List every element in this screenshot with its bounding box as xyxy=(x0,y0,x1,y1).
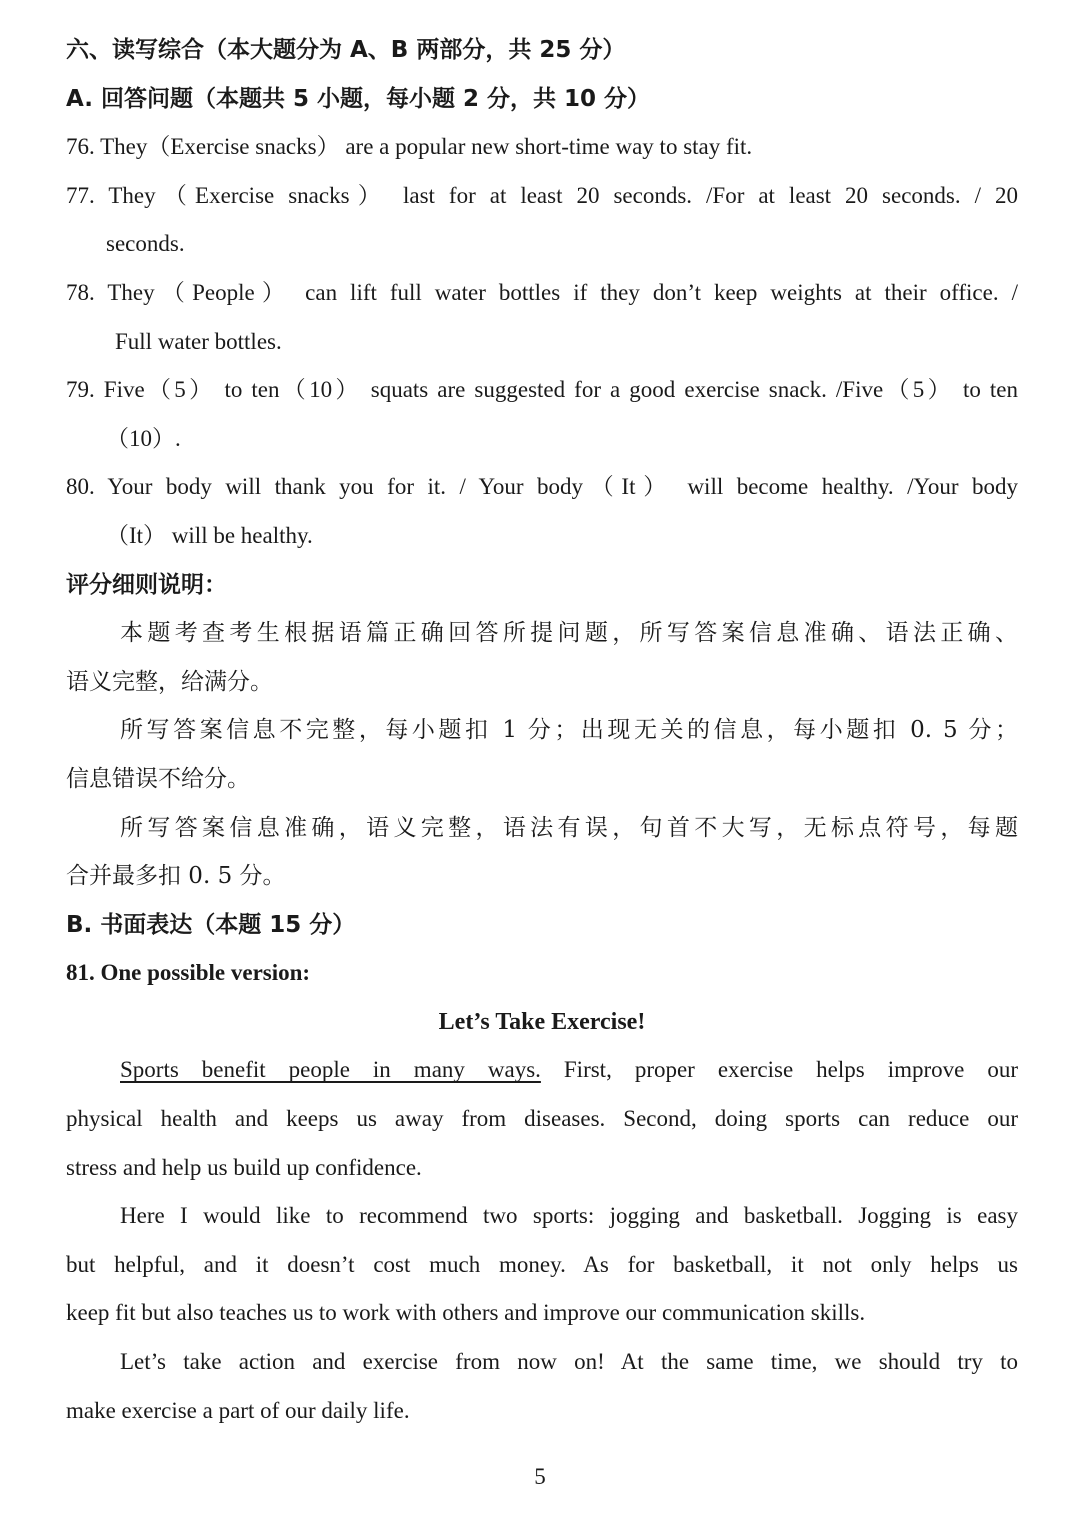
essay-paragraph-2-line-3: keep fit but also teaches us to work with others and improve our communication skills. xyxy=(66,1300,866,1326)
scoring-rule-1-line-1: 本题考查考生根据语篇正确回答所提问题，所写答案信息准确、语法正确、 xyxy=(120,620,1018,647)
essay-paragraph-1-line-3: stress and help us build up confidence. xyxy=(66,1154,422,1180)
answer-76: 76. They（Exercise snacks） are a popular new short-time way to stay fit. xyxy=(66,134,753,160)
answer-77-line-1: 77. They（Exercise snacks） last for at least 20 seconds. /For at least 20 seconds. / 20 xyxy=(66,182,1018,208)
answer-77-line-2: seconds. xyxy=(106,231,185,257)
question-81-label: 81. One possible version: xyxy=(66,960,311,986)
essay-title: Let’s Take Exercise! xyxy=(438,1008,646,1035)
answer-78-line-2: Full water bottles. xyxy=(115,328,282,354)
section-heading: 六、读写综合（本大题分为 A、B 两部分，共 25 分） xyxy=(66,37,626,63)
essay-topic-sentence: Sports benefit people in many ways. xyxy=(120,1057,541,1083)
answer-80-line-1: 80. Your body will thank you for it. / Your body（It） will become healthy. /Your body xyxy=(66,474,1018,500)
answer-80-line-2: （It） will be healthy. xyxy=(106,522,313,548)
scoring-rule-1-line-2: 语义完整，给满分。 xyxy=(66,668,273,695)
essay-paragraph-2-line-2: but helpful, and it doesn’t cost much money. As for basketball, it not only helps us xyxy=(66,1251,1018,1277)
answer-78-line-1: 78. They（People） can lift full water bottles if they don’t keep weights at their office. / xyxy=(66,279,1018,305)
scoring-rule-2-line-2: 信息错误不给分。 xyxy=(66,765,250,792)
scoring-rule-3-line-1: 所写答案信息准确，语义完整，语法有误，句首不大写，无标点符号，每题 xyxy=(120,814,1018,841)
answer-79-line-1: 79. Five（5） to ten（10） squats are suggested for a good exercise snack. /Five（5） to ten xyxy=(66,377,1018,403)
scoring-rule-2-line-1: 所写答案信息不完整，每小题扣 1 分；出现无关的信息，每小题扣 0. 5 分； xyxy=(120,717,1018,744)
scoring-rule-3-line-2: 合并最多扣 0. 5 分。 xyxy=(66,863,286,890)
part-a-heading: A. 回答问题（本题共 5 小题，每小题 2 分，共 10 分） xyxy=(66,85,651,112)
scoring-heading: 评分细则说明： xyxy=(66,571,227,598)
answer-79-line-2: （10）. xyxy=(106,425,181,451)
answer-key-page xyxy=(66,26,1018,1435)
page-number: 5 xyxy=(534,1464,546,1489)
part-b-heading: B. 书面表达（本题 15 分） xyxy=(66,911,356,938)
essay-paragraph-1-line-2: physical health and keeps us away from diseases. Second, doing sports can reduce our xyxy=(66,1106,1018,1132)
essay-paragraph-3-line-2: make exercise a part of our daily life. xyxy=(66,1397,410,1423)
essay-paragraph-1-line-1 xyxy=(66,1046,1018,1095)
essay-paragraph-1-rest: First, proper exercise helps improve our xyxy=(540,1057,1018,1083)
essay-paragraph-2-line-1: Here I would like to recommend two sports: jogging and basketball. Jogging is easy xyxy=(120,1203,1018,1229)
essay-paragraph-3-line-1: Let’s take action and exercise from now on! At the same time, we should try to xyxy=(120,1349,1018,1375)
